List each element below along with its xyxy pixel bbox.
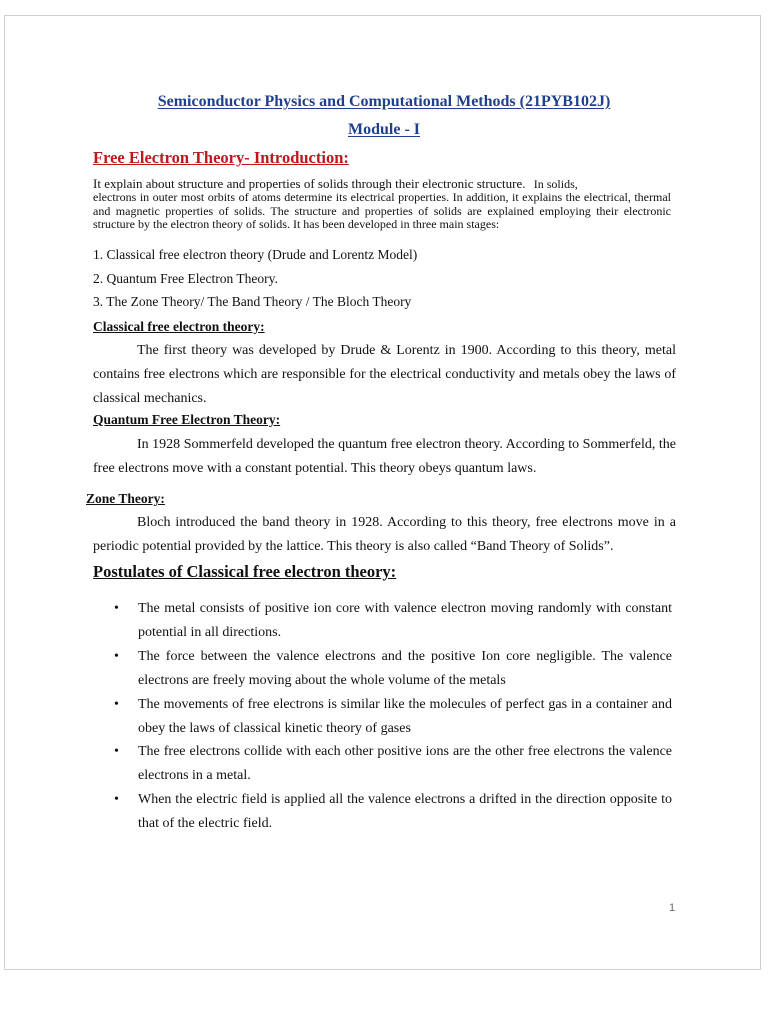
postulate-text: The free electrons collide with each other positive ions are the other free electrons the valence electrons in a metal. <box>138 744 672 783</box>
quantum-heading: Quantum Free Electron Theory: <box>93 412 281 427</box>
zone-heading: Zone Theory: <box>86 491 165 506</box>
postulate-text: When the electric field is applied all the valence electrons a drifted in the direction opposite to that of the electric field. <box>138 792 672 831</box>
module-title: Module - I <box>348 121 420 138</box>
intro-line1-tail: In solids, <box>533 177 578 191</box>
stage-item-1: 1. Classical free electron theory (Drude and Lorentz Model) <box>93 247 418 262</box>
classical-paragraph: The first theory was developed by Drude & Lorentz in 1900. According to this theory, metal contains free electrons which are responsible for the electrical conductivity and metals obey the laws of classical mechanics. <box>93 343 676 406</box>
classical-heading: Classical free electron theory: <box>93 319 265 334</box>
intro-paragraph: electrons in outer most orbits of atoms determine its electrical properties. In addition, it explains the electrical, thermal and magnetic properties of solids. The structure and properties of solids are explained employing their electronic structure by the electron theory of solids. It has been developed in three main stages: <box>93 190 671 231</box>
stage-item-3: 3. The Zone Theory/ The Band Theory / The Bloch Theory <box>93 294 412 309</box>
postulates-heading: Postulates of Classical free electron theory: <box>93 562 397 581</box>
bullet-icon: • <box>114 744 119 759</box>
zone-paragraph: Bloch introduced the band theory in 1928. According to this theory, free electrons move in a periodic potential provided by the lattice. This theory is also called “Band Theory of Solids”. <box>93 515 676 554</box>
postulate-text: The movements of free electrons is similar like the molecules of perfect gas in a container and obey the laws of classical kinetic theory of gases <box>138 697 672 736</box>
intro-line1: It explain about structure and properties of solids through their electronic structure. <box>93 176 526 191</box>
bullet-icon: • <box>114 697 119 712</box>
intro-heading: Free Electron Theory- Introduction: <box>93 148 349 167</box>
bullet-icon: • <box>114 601 119 616</box>
stage-item-2: 2. Quantum Free Electron Theory. <box>93 271 278 286</box>
postulate-text: The force between the valence electrons and the positive Ion core negligible. The valence electrons are freely moving about the whole volume of the metals <box>138 649 672 688</box>
bullet-icon: • <box>114 649 119 664</box>
postulate-text: The metal consists of positive ion core with valence electron moving randomly with constant potential in all directions. <box>138 601 672 640</box>
course-title: Semiconductor Physics and Computational Methods (21PYB102J) <box>157 93 611 110</box>
bullet-icon: • <box>114 792 119 807</box>
quantum-paragraph: In 1928 Sommerfeld developed the quantum free electron theory. According to Sommerfeld, the free electrons move with a constant potential. This theory obeys quantum laws. <box>93 437 676 476</box>
page-number: 1 <box>669 902 676 914</box>
